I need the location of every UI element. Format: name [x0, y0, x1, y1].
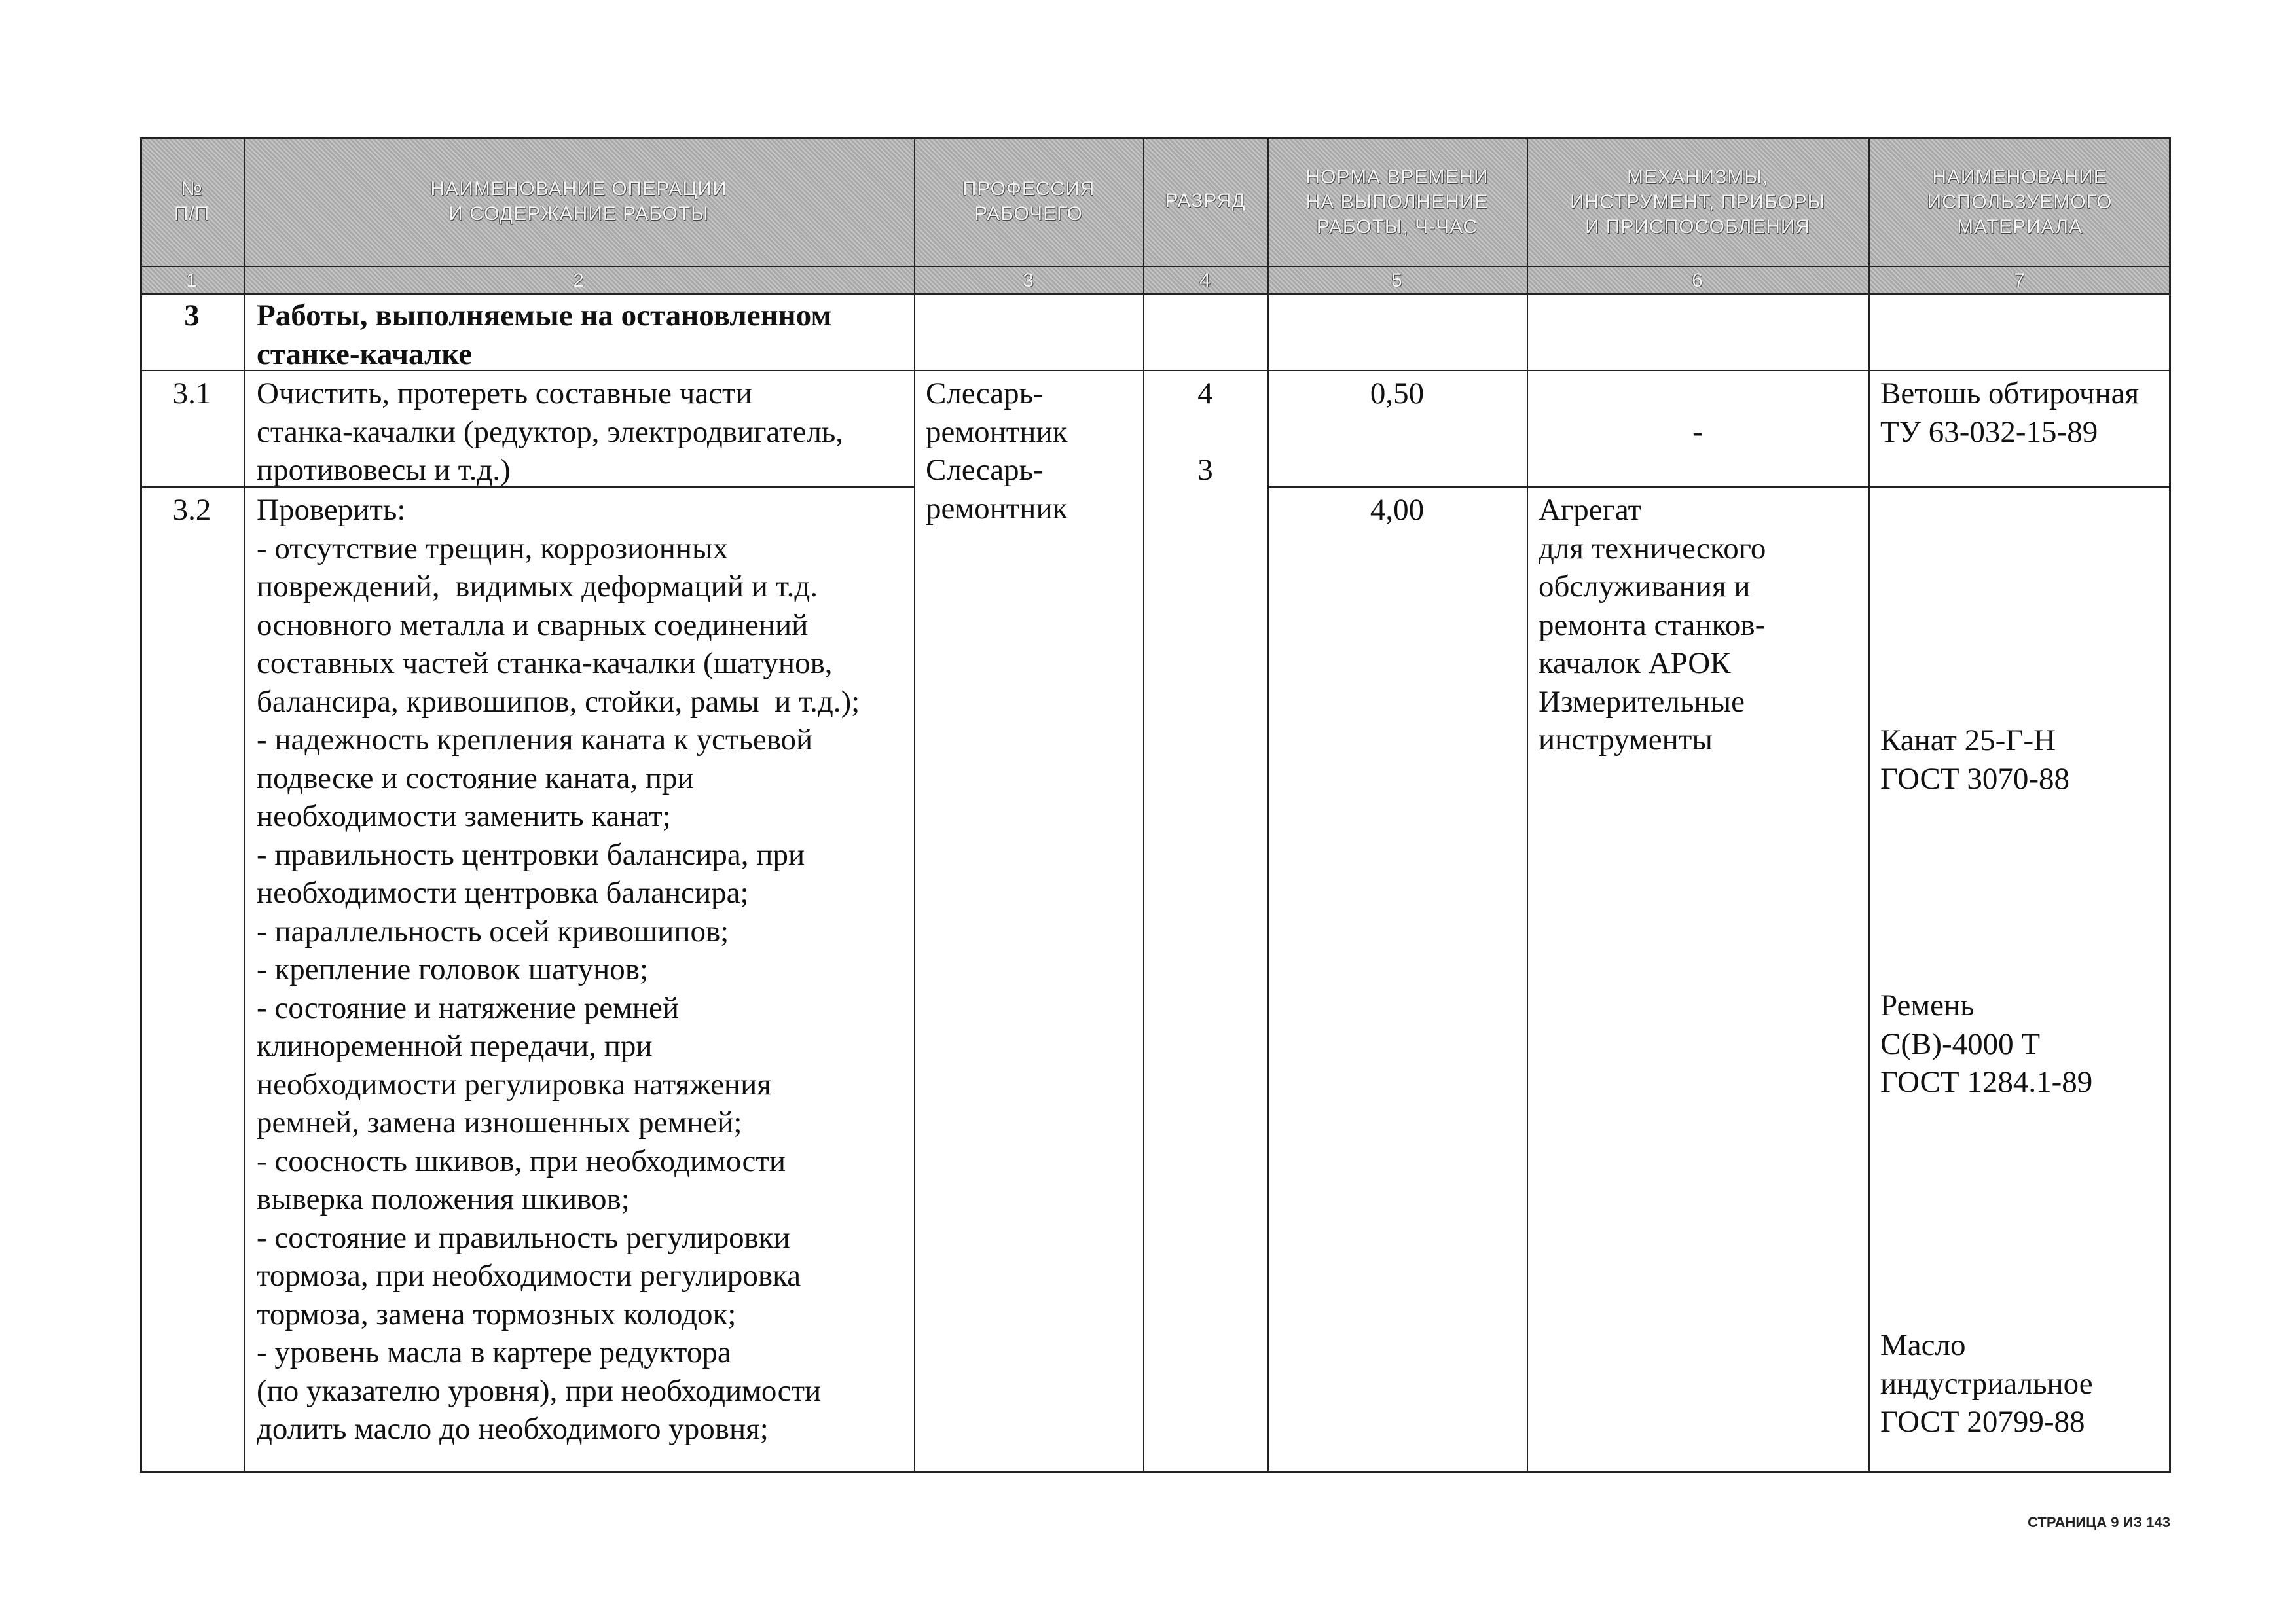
col-line-5 [1527, 137, 1528, 1473]
table-border-top [140, 137, 2171, 139]
row-3-2-material-oil: Масло индустриальное ГОСТ 20799-88 [1880, 1328, 2093, 1439]
header-col-grade: РАЗРЯД [1165, 190, 1246, 211]
header-divider [140, 266, 2171, 267]
row-3-2-time-norm: 4,00 [1370, 493, 1425, 527]
header-col-tools: МЕХАНИЗМЫ, ИНСТРУМЕНТ, ПРИБОРЫ И ПРИСПОСОБЛЕНИЯ [1569, 166, 1826, 238]
row-3-1-material: Ветошь обтирочная ТУ 63-032-15-89 [1880, 376, 2140, 449]
row-3-1-operation: Очистить, протереть составные части станка-качалки (редуктор, электродвигатель, противовесы и т.д.) [257, 376, 844, 487]
row-3-2-material-belt: Ремень С(В)-4000 Т ГОСТ 1284.1-89 [1880, 988, 2093, 1099]
colnum-5: 5 [1391, 270, 1403, 291]
page-counter: СТРАНИЦА 9 ИЗ 143 [2028, 1514, 2170, 1530]
row-3-1-line-right [1267, 486, 2171, 488]
colnum-6: 6 [1692, 270, 1704, 291]
profession-list: Слесарь- ремонтник Слесарь- ремонтник [926, 376, 1068, 526]
row-3-1-number: 3.1 [172, 376, 211, 410]
section-title: Работы, выполняемые на остановленном станке-качалке [257, 298, 832, 371]
col-line-1 [244, 137, 245, 1473]
row-3-2-material-rope: Канат 25-Г-Н ГОСТ 3070-88 [1880, 723, 2069, 796]
col-line-4 [1267, 137, 1269, 1473]
col-line-3 [1143, 137, 1144, 1473]
header-bottom-line [140, 293, 2171, 295]
work-table [140, 137, 2171, 1473]
row-3-2-operation: Проверить: - отсутствие трещин, коррозионных повреждений, видимых деформаций и т.д. основного металла и сварных соединений составных частей станка-качалки (шатунов, балансира, кривошипов, стойки, рамы и т.д.); - надежность крепления каната к устьевой подвеске и состояние каната, при необходимости заменить канат; - правильность центровки балансира, при необходимости центровка балансира; - параллельность осей кривошипов; - крепление головок шатунов; - состояние и натяжение ремней клиноременной передачи, при необходимости регулировка натяжения ремней, замена изношенных ремней; - соосность шкивов, при необходимости выверка положения шкивов; - состояние и правильность регулировки тормоза, при необходимости регулировка тормоза, замена тормозных колодок; - уровень масла в картере редуктора (по указателю уровня), при необходимости долить масло до необходимого уровня; [257, 493, 860, 1446]
header-col-profession: ПРОФЕССИЯ РАБОЧЕГО [962, 178, 1095, 225]
header-col-time-norm: НОРМА ВРЕМЕНИ НА ВЫПОЛНЕНИЕ РАБОТЫ, Ч-ЧАС [1305, 166, 1489, 238]
header-col-material: НАИМЕНОВАНИЕ ИСПОЛЬЗУЕМОГО МАТЕРИАЛА [1927, 166, 2113, 238]
header-col-number: № П/П [173, 178, 210, 225]
colnum-3: 3 [1023, 270, 1034, 291]
row-3-1-time-norm: 0,50 [1370, 376, 1425, 410]
row-3-2-number: 3.2 [172, 493, 211, 527]
col-line-2 [914, 137, 915, 1473]
col-line-0 [140, 137, 142, 1473]
section-number: 3 [184, 298, 200, 333]
colnum-4: 4 [1199, 270, 1211, 291]
header-col-operation: НАИМЕНОВАНИЕ ОПЕРАЦИИ И СОДЕРЖАНИЕ РАБОТЫ [430, 178, 727, 225]
col-line-6 [1868, 137, 1870, 1473]
row-3-2-tools: Агрегат для технического обслуживания и ремонта станков- качалок АРОК Измерительные инструменты [1539, 493, 1766, 757]
colnum-1: 1 [186, 270, 198, 291]
grade-list: 4 3 [1197, 376, 1213, 487]
row-3-1-tools: - [1692, 415, 1703, 449]
colnum-7: 7 [2014, 270, 2026, 291]
col-line-7 [2169, 137, 2171, 1473]
colnum-2: 2 [573, 270, 585, 291]
table-border-bottom [140, 1471, 2171, 1473]
